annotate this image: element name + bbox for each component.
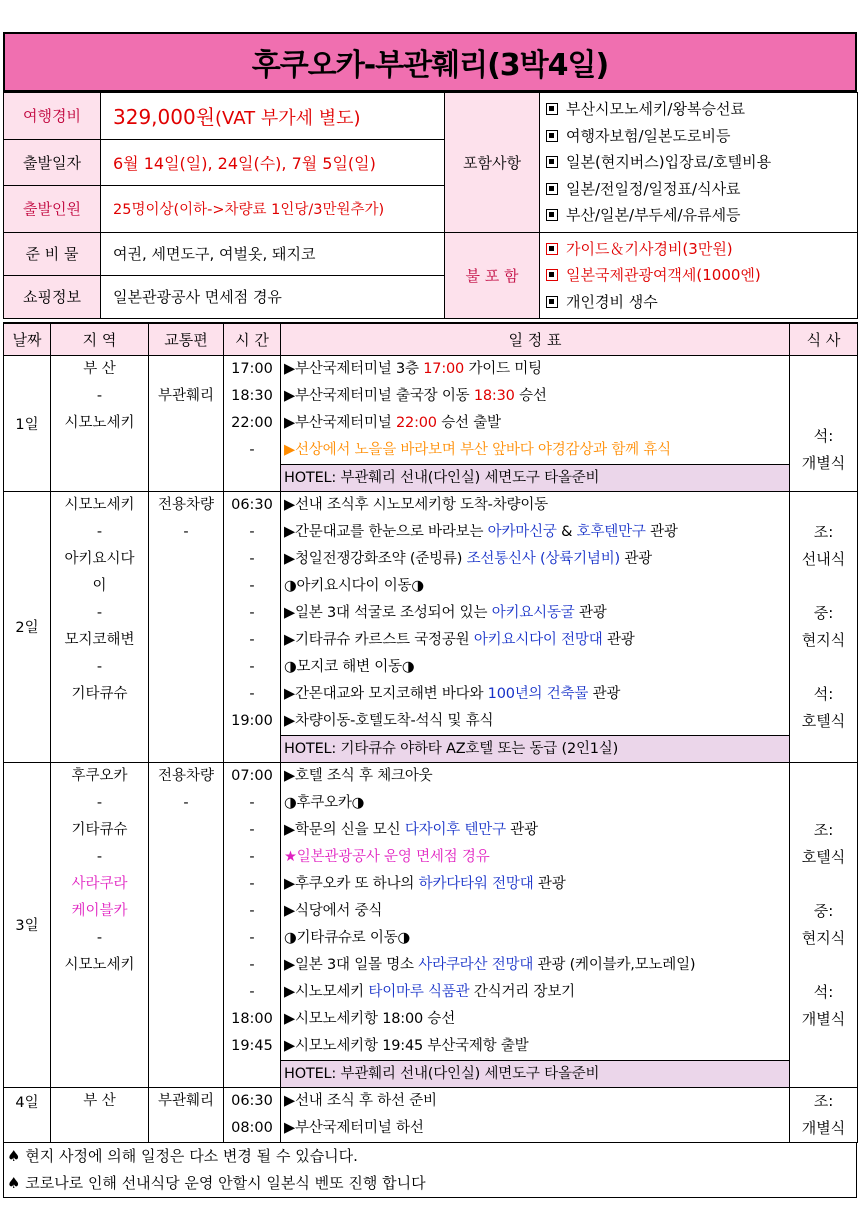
plan-line [281, 519, 789, 546]
plan-text: 아카마신궁 [487, 523, 557, 540]
plan-text: ▶선내 조식 후 하선 준비 [284, 1092, 437, 1109]
time-cell-line: 22:00 [231, 414, 273, 431]
hotel-line: HOTEL: 부관훼리 선내(다인실) 세면도구 타올준비 [281, 464, 789, 491]
time-cell-line: - [249, 604, 255, 621]
list-item-text: 가이드＆기사경비(3만원) [566, 239, 733, 258]
transport-cell [149, 491, 224, 762]
transport-cell-line [149, 464, 223, 491]
plan-line [281, 708, 789, 735]
plan-line [281, 573, 789, 600]
list-item [546, 176, 857, 203]
time-cell-line: - [249, 441, 255, 458]
meal-line: 개별식 [801, 1009, 846, 1028]
meal-line: 석: [813, 982, 834, 1001]
meal-line: 선내식 [801, 549, 846, 568]
checkbox-icon [546, 183, 558, 195]
region-cell-line [51, 1006, 148, 1033]
day-row [4, 491, 858, 762]
plan-line [281, 437, 789, 464]
schedule-table [3, 322, 858, 1143]
time-cell-line: 17:00 [231, 360, 273, 377]
day-label: 2일 [4, 491, 51, 762]
note-item: ♠ 코로나로 인해 선내식당 운영 안할시 일본식 벤또 진행 합니다 [7, 1173, 426, 1192]
plan-text: & [556, 523, 577, 540]
list-item [546, 236, 857, 263]
time-cell-line: 19:45 [231, 1037, 273, 1054]
time-cell-line: - [249, 550, 255, 567]
transport-cell-line [149, 1115, 223, 1142]
shop-label: 쇼핑정보 [4, 275, 101, 318]
plan-text: ▶시노모세키 [284, 983, 369, 1000]
plan-text: 22:00 [396, 414, 437, 431]
transport-cell-line: - [183, 794, 189, 811]
time-cell-line: - [249, 631, 255, 648]
plan-text: ▶간문대교를 한눈으로 바라보는 [284, 523, 488, 540]
plan-line [281, 979, 789, 1006]
list-item [546, 202, 857, 229]
cost-value [101, 93, 445, 140]
region-cell [51, 1087, 149, 1142]
plan-line [281, 492, 789, 519]
region-cell-line: 아키요시다 [64, 550, 135, 567]
page-title: 후쿠오카-부관훼리(3박4일) [3, 32, 857, 92]
transport-cell-line: 전용차량 [157, 496, 215, 513]
plan-text: 관광 [533, 875, 566, 892]
region-cell-line: - [96, 387, 103, 404]
plan-text: 아키요시다이 전망대 [473, 631, 603, 648]
time-cell-line: - [249, 875, 255, 892]
prep-label: 준 비 물 [4, 232, 101, 275]
list-item [546, 96, 857, 123]
list-item [546, 149, 857, 176]
region-cell-line: 기타큐슈 [71, 685, 128, 702]
meal-line: 조: [813, 522, 834, 541]
people-label: 출발인원 [4, 186, 101, 233]
meal-line: 중: [813, 603, 834, 622]
region-cell-line: 시모노세키 [64, 956, 135, 973]
plan-line [281, 790, 789, 817]
plan-text: ★일본관광공사 운영 면세점 경유 [284, 848, 490, 865]
hotel-line: HOTEL: 기타큐슈 야하타 AZ호텔 또는 동급 (2인1실) [281, 735, 789, 762]
meal-line [790, 573, 857, 600]
plan-text: ▶부산국제터미널 하선 [284, 1119, 424, 1136]
list-item-text: 부산/일본/부두세/유류세등 [566, 206, 741, 224]
time-cell-line: - [249, 983, 255, 1000]
list-item [546, 123, 857, 150]
cost-note: (VAT 부가세 별도) [215, 108, 361, 130]
shop-value: 일본관광공사 면세점 경유 [101, 275, 445, 318]
region-cell-line [51, 437, 148, 464]
plan-line [281, 925, 789, 952]
region-cell-line: - [96, 604, 103, 621]
time-cell-line: - [249, 523, 255, 540]
region-cell-line: 이 [92, 577, 107, 594]
depart-value: 6월 14일(일), 24일(수), 7월 5일(일) [101, 139, 445, 186]
depart-label: 출발일자 [4, 139, 101, 186]
plan-line [281, 546, 789, 573]
time-cell-line: - [249, 821, 255, 838]
plan-line [281, 356, 789, 383]
plan-text: ▶일본 3대 석굴로 조성되어 있는 [284, 604, 492, 621]
region-cell-line: - [96, 929, 103, 946]
plan-line [281, 1115, 789, 1142]
region-cell-line [51, 708, 148, 735]
note-item: ♠ 현지 사정에 의해 일정은 다소 변경 될 수 있습니다. [7, 1146, 358, 1165]
itinerary-page [3, 32, 857, 1198]
time-cell-line: - [249, 577, 255, 594]
plan-line [281, 654, 789, 681]
included-list [540, 93, 858, 233]
plan-text: 다자이후 텐만구 [404, 821, 506, 838]
plan-text: ▶학문의 신을 모신 [284, 821, 405, 838]
transport-cell-line [149, 410, 223, 437]
plan-text: 관광 [588, 685, 621, 702]
plan-text: 조선통신사 (상륙기념비) [466, 550, 620, 567]
plan-line [281, 600, 789, 627]
checkbox-icon [546, 103, 558, 115]
transport-cell-line: - [183, 523, 189, 540]
region-cell-line: 사라쿠라 [71, 875, 128, 892]
meal-line: 개별식 [801, 453, 846, 472]
region-cell-line: 모지코해변 [64, 631, 135, 648]
region-cell-line: - [96, 848, 103, 865]
transport-cell-line: 부관훼리 [157, 1092, 215, 1109]
time-cell-line: 19:00 [231, 712, 273, 729]
time-cell-line: - [249, 902, 255, 919]
region-cell [51, 491, 149, 762]
day-label: 4일 [4, 1087, 51, 1142]
list-item-text: 여행자보험/일본도로비등 [566, 126, 731, 145]
plan-line [281, 1033, 789, 1060]
plan-text: 타이마루 식품관 [368, 983, 470, 1000]
day-row [4, 1087, 858, 1142]
plan-line [281, 844, 789, 871]
meal-line: 석: [813, 426, 834, 445]
meal-cell [790, 355, 858, 491]
plan-text: ▶선상에서 노을을 바라보며 부산 앞바다 야경감상과 함께 휴식 [284, 441, 671, 458]
time-cell-line: - [249, 658, 255, 675]
time-cell-line: 07:00 [231, 767, 273, 784]
region-cell-line: - [96, 794, 103, 811]
day-row [4, 762, 858, 1087]
meal-line: 조: [813, 1091, 834, 1110]
day-label: 1일 [4, 355, 51, 491]
plan-text: ▶선내 조식후 시노모세키항 도착-차량이동 [284, 496, 548, 513]
plan-text: ▶기타큐슈 카르스트 국정공원 [284, 631, 474, 648]
meal-line: 개별식 [801, 1118, 846, 1137]
meal-line: 중: [813, 901, 834, 920]
plan-line [281, 383, 789, 410]
plan-text: 승선 [514, 387, 547, 404]
info-table [3, 92, 858, 319]
plan-text: ▶호텔 조식 후 체크아웃 [284, 767, 433, 784]
time-cell [224, 762, 281, 1087]
checkbox-icon [546, 156, 558, 168]
region-cell-line: - [96, 523, 103, 540]
plan-text: 17:00 [423, 360, 465, 377]
time-cell-line: 18:30 [231, 387, 273, 404]
plan-text: ◑아키요시다이 이동◑ [284, 577, 424, 594]
region-cell-line: 기타큐슈 [71, 821, 128, 838]
transport-cell-line [149, 437, 223, 464]
plan-line [281, 681, 789, 708]
meal-line: 현지식 [801, 630, 846, 649]
plan-line [281, 817, 789, 844]
region-cell-line: 부 산 [83, 360, 116, 377]
list-item [546, 289, 857, 316]
header-time: 시 간 [224, 323, 281, 355]
time-cell [224, 1087, 281, 1142]
list-item [546, 262, 857, 289]
included-label: 포함사항 [445, 93, 540, 233]
plan-text: ▶식당에서 중식 [284, 902, 383, 919]
plan-text: 승선 출발 [436, 414, 501, 431]
day-label: 3일 [4, 762, 51, 1087]
plan-text: ◑기타큐슈로 이동◑ [284, 929, 410, 946]
meal-line: 현지식 [801, 928, 846, 947]
region-cell-line: 케이블카 [71, 902, 128, 919]
region-cell-line [51, 979, 148, 1006]
plan-text: 아키요시동굴 [491, 604, 575, 621]
cost-label: 여행경비 [4, 93, 101, 140]
time-cell-line: - [249, 685, 255, 702]
plan-text: ▶청일전쟁강화조약 (준빙류) [284, 550, 467, 567]
meal-line: 호텔식 [801, 847, 846, 866]
header-plan: 일 정 표 [281, 323, 790, 355]
plan-text: ◑모지코 해변 이동◑ [284, 658, 415, 675]
transport-cell-line [149, 356, 223, 383]
header-meal: 식 사 [790, 323, 858, 355]
plan-text: 가이드 미팅 [464, 360, 542, 377]
checkbox-icon [546, 243, 558, 255]
time-cell [224, 491, 281, 762]
plan-cell [281, 491, 790, 762]
time-cell-line: 18:00 [231, 1010, 273, 1027]
plan-text: ▶간몬대교와 모지코해변 바다와 [284, 685, 488, 702]
plan-cell [281, 1087, 790, 1142]
plan-line [281, 898, 789, 925]
meal-cell [790, 1087, 858, 1142]
checkbox-icon [546, 296, 558, 308]
header-region: 지 역 [51, 323, 149, 355]
meal-cell [790, 762, 858, 1087]
time-cell-line: 06:30 [231, 1092, 273, 1109]
excluded-list [540, 232, 858, 319]
plan-text: ▶시모노세키항 18:00 승선 [284, 1010, 456, 1027]
plan-line [281, 410, 789, 437]
region-cell [51, 355, 149, 491]
region-cell-line [51, 1115, 148, 1142]
day-row [4, 355, 858, 491]
plan-text: 하카다타워 전망대 [418, 875, 534, 892]
prep-value: 여권, 세면도구, 여벌옷, 돼지코 [101, 232, 445, 275]
meal-line: 조: [813, 820, 834, 839]
people-value: 25명이상(이하->차량료 1인당/3만원추가) [101, 186, 445, 233]
plan-text: 18:30 [473, 387, 515, 404]
list-item-text: 일본(현지버스)입장료/호텔비용 [566, 153, 772, 171]
plan-text: 관광 [505, 821, 538, 838]
time-cell-line: - [249, 794, 255, 811]
meal-cell [790, 491, 858, 762]
excluded-label: 불 포 함 [445, 232, 540, 319]
list-item-text: 개인경비 생수 [566, 292, 658, 311]
plan-text: 간식거리 장보기 [469, 983, 575, 1000]
plan-text: ▶부산국제터미널 [284, 414, 397, 431]
time-cell [224, 355, 281, 491]
list-item-text: 일본/전일정/일정표/식사료 [566, 179, 741, 198]
plan-text: ▶차량이동-호텔도착-석식 및 휴식 [284, 712, 494, 729]
plan-text: 관광 (케이블카,모노레일) [533, 956, 696, 973]
plan-text: ▶일본 3대 일몰 명소 [284, 956, 419, 973]
notes [3, 1143, 857, 1198]
plan-text: 사라쿠라산 전망대 [418, 956, 534, 973]
region-cell-line: 부 산 [83, 1092, 116, 1109]
plan-text: 관광 [602, 631, 635, 648]
transport-cell [149, 1087, 224, 1142]
region-cell-line: 시모노세키 [64, 414, 135, 431]
transport-cell-line: 전용차량 [157, 767, 215, 784]
time-cell-line: - [249, 848, 255, 865]
region-cell-line [51, 1060, 148, 1087]
meal-line [790, 871, 857, 898]
plan-cell [281, 762, 790, 1087]
header-transport: 교통편 [149, 323, 224, 355]
time-cell-line: - [249, 956, 255, 973]
plan-line [281, 952, 789, 979]
plan-text: 관광 [645, 523, 678, 540]
meal-line [790, 952, 857, 979]
time-cell-line: - [249, 929, 255, 946]
transport-cell-line: 부관훼리 [157, 387, 215, 404]
checkbox-icon [546, 130, 558, 142]
time-cell-line: 08:00 [231, 1119, 273, 1136]
plan-text: 호후텐만구 [576, 523, 646, 540]
list-item-text: 부산시모노세키/왕복승선료 [566, 100, 745, 118]
plan-line [281, 871, 789, 898]
plan-text: 관광 [574, 604, 607, 621]
plan-line [281, 1088, 789, 1115]
meal-line: 호텔식 [801, 711, 846, 730]
plan-line [281, 763, 789, 790]
meal-line: 석: [813, 684, 834, 703]
plan-text: ▶시모노세키항 19:45 부산국제항 출발 [284, 1037, 529, 1054]
list-item-text: 일본국제관광여객세(1000엔) [566, 266, 761, 284]
region-cell-line [51, 735, 148, 762]
time-cell-line: 06:30 [231, 496, 273, 513]
header-day: 날짜 [4, 323, 51, 355]
plan-text: ▶부산국제터미널 3층 [284, 360, 424, 377]
plan-line [281, 627, 789, 654]
plan-text: 100년의 건축물 [487, 685, 589, 702]
plan-line [281, 1006, 789, 1033]
region-cell [51, 762, 149, 1087]
plan-text: ◑후쿠오카◑ [284, 794, 365, 811]
cost-amount: 329,000원 [113, 105, 216, 130]
plan-text: ▶부산국제터미널 출국장 이동 [284, 387, 474, 404]
plan-cell [281, 355, 790, 491]
region-cell-line: 시모노세키 [64, 496, 135, 513]
meal-line [790, 654, 857, 681]
plan-text: ▶후쿠오카 또 하나의 [284, 875, 419, 892]
transport-cell [149, 355, 224, 491]
hotel-line: HOTEL: 부관훼리 선내(다인실) 세면도구 타올준비 [281, 1060, 789, 1087]
region-cell-line [51, 1033, 148, 1060]
transport-cell [149, 762, 224, 1087]
checkbox-icon [546, 209, 558, 221]
region-cell-line: 후쿠오카 [71, 767, 128, 784]
plan-text: 관광 [619, 550, 652, 567]
checkbox-icon [546, 269, 558, 281]
region-cell-line: - [96, 658, 103, 675]
region-cell-line [51, 464, 148, 491]
